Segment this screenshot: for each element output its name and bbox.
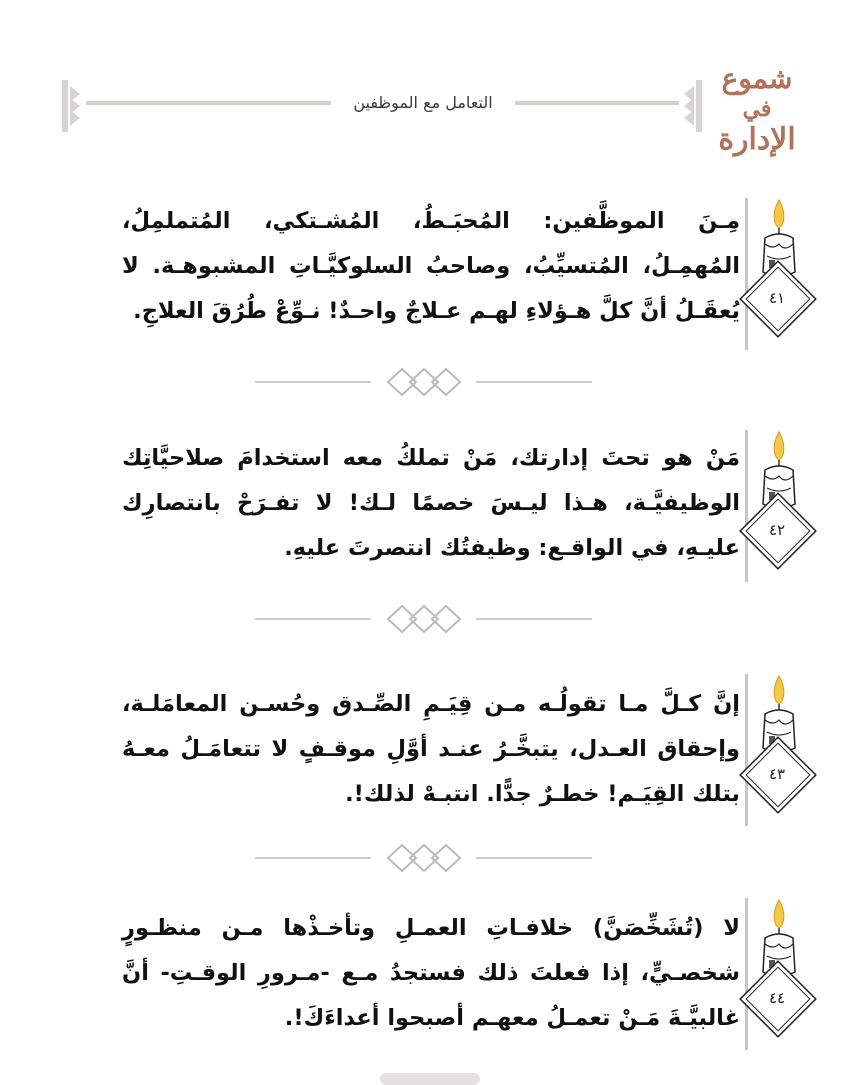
number-marker (745, 674, 805, 826)
number-marker (745, 898, 805, 1050)
divider-line-right (476, 618, 592, 620)
number-marker (745, 430, 805, 582)
candle-icon (759, 198, 799, 278)
page-scroll-handle[interactable] (380, 1073, 480, 1085)
item-number: ٤١ (768, 289, 786, 307)
quote-text: مِـنَ الموظَّفين: المُحبَـطُ، المُشـتكي، المُتملمِلُ، المُهمِـلُ، المُتسيِّبُ، وصاحبُ السلوكيَّـاتِ المشبوهـة. لا يُعقَـلُ أنَّ كلَّ هـؤلاءِ لهـم عـلاجٌ واحـدٌ! نـوِّعْ طُرُقَ العلاجِ. (122, 208, 740, 324)
divider (0, 843, 863, 873)
divider (0, 367, 863, 397)
header-line-right (515, 101, 679, 105)
item-number: ٤٢ (768, 521, 786, 539)
diamond-ornament-icon (380, 843, 476, 873)
marker-line (745, 430, 748, 582)
divider-line-right (476, 857, 592, 859)
header-line-left (86, 101, 331, 105)
page-title: التعامل مع الموظفين (353, 93, 493, 112)
diamond-ornament-icon (380, 367, 476, 397)
chevron-ornament-right-icon (680, 80, 702, 132)
logo-line-1: شموع (721, 62, 793, 95)
candle-icon (759, 430, 799, 510)
quote-text: إنَّ كـلَّ مـا تقولُـه مـن قِيَـمِ الصِّـدق وحُسـن المعامَلـة، وإحقاق العـدل، يتبخَّـرُ عنـد أوَّلِ موقـفٍ لا تتعامَـلُ معـهُ بتلك القِيَـم! خطـرٌ جدًّا. انتبـهْ لذلك!. (122, 691, 740, 807)
page-header (0, 60, 863, 170)
item-number: ٤٣ (768, 765, 786, 783)
divider-line-left (255, 381, 371, 383)
divider-line-left (255, 857, 371, 859)
marker-line (745, 198, 748, 350)
diamond-ornament-icon (380, 604, 476, 634)
marker-line (745, 898, 748, 1050)
candle-icon (759, 898, 799, 978)
logo-line-3: الإدارة (718, 122, 796, 157)
candle-icon (759, 674, 799, 754)
quote-text: لا (تُشَخِّصَنَّ) خلافـاتِ العمـلِ وتأخـذْها مـن منظـورٍ شخصـيٍّ، إذا فعلتَ ذلك فستجدُ مـع -مـرورِ الوقـتِ- أنَّ غالبيَّـةَ مَـنْ تعمـلُ معهـم أصبحوا أعداءَكَ!. (122, 915, 740, 1031)
number-marker (745, 198, 805, 350)
divider-line-left (255, 618, 371, 620)
marker-line (745, 674, 748, 826)
divider (0, 604, 863, 634)
divider-line-right (476, 381, 592, 383)
item-number: ٤٤ (768, 989, 786, 1007)
logo (712, 60, 802, 170)
quote-text: مَنْ هو تحتَ إدارتك، مَنْ تملكُ معه استخدامَ صلاحيَّاتِك الوظيفيَّـة، هـذا ليـسَ خصمًا لـك! لا تفـرَحْ بانتصارِك عليـهِ، في الواقـع: وظيفتُك انتصرتَ عليهِ. (122, 445, 740, 561)
logo-line-2: في (742, 96, 772, 122)
chevron-ornament-left-icon (62, 80, 84, 132)
